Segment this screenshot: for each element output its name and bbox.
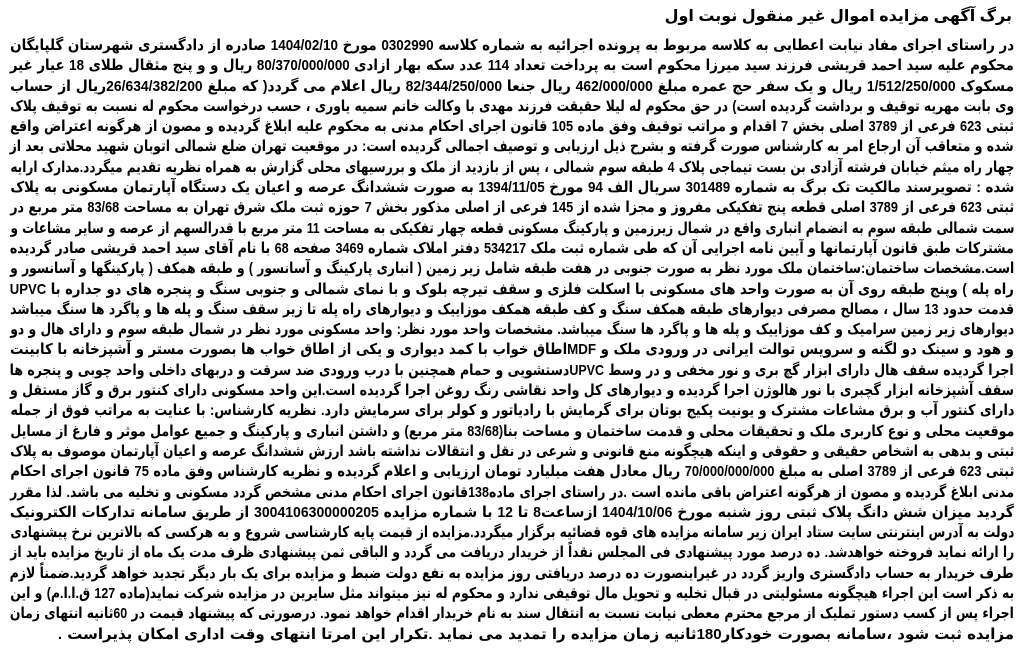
notice-line-text: و هود و سینک دو لگنه و سرویس توالت ایرانی در ورودی ملک و MDFاطاق خواب با کمد دیواری و یکی از اطاق خواب ها بصورت مستر و آشپزخانه با کابینت <box>10 341 1014 359</box>
notice-line <box>10 340 1014 360</box>
notice-line-text: شده : تصویرسند مالکیت تک برگ به شماره 301489 سریال الف 94 مورخ 1394/11/05 به صورت ششدانگ عرصه و اعیان یک دستگاه آپارتمان مسکونی به پلاک <box>10 179 1014 197</box>
notice-line-text: دولت به آدرس اینترنتی سایت ستاد ایران زیر سامانه مزایده های قوه قضائیه برگزار میگردد.مزایده از قیمت پایه کارشناسی شروع و به هرکسی که بالاترین نرخ پیشنهادی <box>10 524 1014 542</box>
notice-line <box>10 36 1014 56</box>
notice-line <box>10 158 1014 178</box>
notice-body <box>10 36 1014 645</box>
notice-line <box>10 401 1014 421</box>
notice-line-text: سقف آشپزخانه ابزار گچبری با نور هالوژن اجرا گردیده و دیوارهای کل واحد نقاشی رنگ روغن اجرا گردیده است.این واحد مسکونی دارای کنتور برق و گاز مستقل و <box>10 382 1014 400</box>
notice-line-text: مشترکات طبق قانون آپارتمانها و آیین نامه اجرایی آن که طی شماره ثبت ملک 534217 دفتر املاک شماره 3469 صفحه 68 با نام آقای سید احمد قریشی صادر گردیده <box>10 239 1014 257</box>
notice-line <box>10 442 1014 462</box>
notice-line <box>10 178 1014 198</box>
notice-line <box>10 77 1014 97</box>
notice-line-text: دیوارهای زیر زمین سرامیک و کف موزاییک و پله ها و پاگرد ها سنگ میباشد. مشخصات واحد مورد نظر: واحد مسکونی مورد نظر در شمال طبقه سوم و دارای هال و دو <box>10 321 1014 339</box>
notice-line-text: موقعیت محلی و نوع کاربری ملک و تحقیقات محلی و قدمت ساختمان و مساحت بنا(83/68 متر مربع) و داشتن انباری و پارکینگ و جمیع عوامل موثر و فارغ از مسایل <box>10 422 1014 440</box>
notice-line-text: ثبتی 623 فرعی از 3789 اصلی به مبلغ 70/000/000/000 ریال معادل هفت میلیارد تومان ارزیابی و اعلام گردیده و نظریه کارشناس وفق ماده 75 قانون اجرای احکام <box>10 463 1014 481</box>
notice-line-text: راه پله ) وپنج طبقه روی آن به صورت واحد های مسکونی با اسکلت فلزی و سقف تیرچه بلوک و با نمای شمالی و جنوبی سنگ و پنجره های دو جداره با UPVC <box>10 280 1015 298</box>
notice-line <box>10 361 1014 381</box>
notice-line <box>10 280 1014 300</box>
notice-line-text: سمت شمالی طبقه سوم به انضمام انباری واقع در شمال زیرزمین و پارکینگ مسکونی قطعه چهار تفکیکی به مساحت 11 متر مربع با قدرالسهم از عرصه و سایر مشاعات و <box>10 219 1015 237</box>
notice-line <box>10 56 1014 76</box>
notice-line-text: در راستای اجرای مفاد نیابت اعطایی به کلاسه مربوط به پرونده اجرائیه به شماره کلاسه 0302990 مورخ 1404/02/10 صادره از دادگستری شهرستان گلپایگان <box>10 37 1014 54</box>
notice-line-text: مزایده ثبت شود ،سامانه بصورت خودکار180ثانیه زمان مزایده را تمدید می نماید .تکرار این امرتا انتهای وقت اداری امکان پذیراست . <box>57 625 1014 643</box>
notice-line <box>10 198 1014 218</box>
notice-line <box>10 462 1014 482</box>
notice-line-text: است.مشخصات ساختمان:ساختمان ملک مورد نظر به صورت جنوبی در هفت طبقه شامل زیر زمین ( انباری پارکینگ و آسانسور ) و طبقه همکف ( پارکینگها و آسانسور و <box>9 260 1014 278</box>
notice-line <box>10 219 1014 239</box>
notice-line <box>10 543 1014 563</box>
notice-line <box>10 117 1014 137</box>
notice-line <box>10 137 1014 157</box>
notice-line <box>10 604 1014 624</box>
notice-line <box>10 584 1014 604</box>
notice-line-text: را ارائه نماید فروخته خواهدشد. ده درصد مورد پیشنهادی فی المجلس نقداً از خریدار دریافت می گردد و الباقی ثمن پیشنهادی ظرف مدت یک ماه از تاریخ مزایده باید از <box>10 544 1014 562</box>
notice-line <box>10 259 1014 279</box>
notice-line-text: دارای کنتور آب و برق مشاعات مشترک و یونیت پکیج بوتان برای گرمایش با رادیاتور و کولر برای سرمایش دارد. نظریه کارشناس: با عنایت به مراتب فوق از جمله <box>9 402 1014 420</box>
notice-line <box>10 625 1014 645</box>
notice-line <box>10 239 1014 259</box>
notice-line <box>10 503 1014 523</box>
notice-line <box>10 483 1014 503</box>
notice-line-text: ثبتی و بدهی به اشخاص حقیقی و حقوقی و اینکه هیچگونه منع قانونی و شرعی در نقل و انتقالات نداشته باشد ارزش ششدانگ عرصه و اعیان آپارتمان موصوف به پلاک <box>10 442 1014 460</box>
notice-title: برگ آگهی مزایده اموال غیر منقول نوبت اول <box>664 8 1012 25</box>
notice-line <box>10 564 1014 584</box>
notice-line <box>10 97 1014 117</box>
notice-line-text: به ذکر است این اجراء هیچگونه مسئولیتی در قبال تخلیه و تحویل مال توقیفی ندارد و محکوم له نیز میتواند مثل سایرین در مزایده شرکت نماید(ماده 127 ق.ا.ا.م) و این <box>10 585 1014 603</box>
notice-line-text: اجراء پس از کسب دستور تملیک از مرجع محترم معطی نیابت نسبت به انتقال سند به نام خریدار اقدام خواهد نمود. درصورتی که پیشنهاد قیمت در 60ثانیه انتهای زمان <box>9 605 1014 623</box>
notice-line-text: مسکوک 1/512/250/000 ریال و یک سفر حج عمره مبلغ 462/000/000 ریال جنعا 82/344/250/000 ریال اعلام می گردد( که مبلغ 26/634/382/200ریال از حساب <box>10 77 1014 95</box>
notice-line-text: شده و متعاقب آن ارجاع امر به کارشناس صورت گرفته و بشرح ذیل ارزیابی و توصیف اجمالی گردیده است: در موقعیت تهران ضلع شمالی اتوبان شهید محلاتی بعد از <box>10 138 1014 156</box>
notice-line-text: چهار راه میثم خیابان فرشته آزادی بن بست تیماجی پلاک 4 طبقه سوم شمالی ، پس از بازدید از ملک و بررسیهای محلی گزارش به همراه نظریه تقدیم میگردد.مدارک ارایه <box>10 158 1014 176</box>
notice-line-text: مدنی ابلاغ گردیده و مصون از هرگونه اعتراض باقی مانده است .در راستای اجرای ماده138قانون اجرای احکام مدنی مشخص گردد مسکونی و تخلیه می باشد. لذا مقرر <box>10 483 1015 501</box>
notice-line <box>10 300 1014 320</box>
notice-line <box>10 381 1014 401</box>
notice-line-text: طرف خریدار به حساب دادگستری واریز گردد در غیراینصورت ده درصد دریافتی روز مزایده به نفع دولت ضبط و مزایده برای یک بار دیگر تجدید خواهد گردید.ضمناً لازم <box>10 564 1014 582</box>
notice-line-text: گردید میزان شش دانگ پلاک ثبتی روز شنبه مورخ 1404/10/06 ازساعت8 تا 12 با شماره مزایده 3004106300000205 از طریق سامانه تدارکات الکترونیک <box>10 503 1014 521</box>
notice-line-text: ثبتی 623 فرعی از 3789 اصلی بخش 7 اقدام و مراتب توقیف وفق ماده 105 قانون اجرای احکام مدنی به محکوم علیه ابلاغ گردیده و مصون از هرگونه اعتراض واقع <box>10 118 1014 136</box>
notice-line <box>10 523 1014 543</box>
notice-line <box>10 320 1014 340</box>
notice-line-text: وی بابت مهریه توقیف و برداشت گردیده است) در حق محکوم له لیلا حقیقت فرزند مهدی با وکالت خانم سمیه یاوری ، حسب درخواست محکوم له نسبت به توقیف پلاک <box>10 97 1014 115</box>
notice-line-text: محکوم علیه سید احمد قریشی فرزند سید میرزا محکوم است به پرداخت تعداد 114 عدد سکه بهار ازادی 80/370/000/000 ریال و و پنج مثقال طلای 18 عیار غیر <box>10 57 1014 75</box>
notice-line-text: قدمت حدود 13 سال ، مصالح مصرفی دیوارهای طبقه همکف سنگ و کف طبقه همکف موزاییک و دیوارهای راه پله تا زیر سقف سنگ و پله ها و پاگرد ها سنگ میباشد <box>10 300 1014 318</box>
notice-line <box>10 422 1014 442</box>
notice-line-text: ثبتی 623 فرعی از 3789 اصلی قطعه پنج تفکیکی مفروز و مجزا شده از 145 فرعی از اصلی مذکور بخش 7 حوزه ثبت ملک شرق تهران به مساحت 83/68 متر مربع در <box>10 199 1014 217</box>
notice-line-text: اجرا گردیده سقف هال دارای ابزار گچ بری و نور مخفی و در وسط UPVCدستشویی و حمام همچنین با درب ورودی ضد سرقت و دربهای داخلی واحد چوبی و پنجره ها <box>10 361 1014 379</box>
